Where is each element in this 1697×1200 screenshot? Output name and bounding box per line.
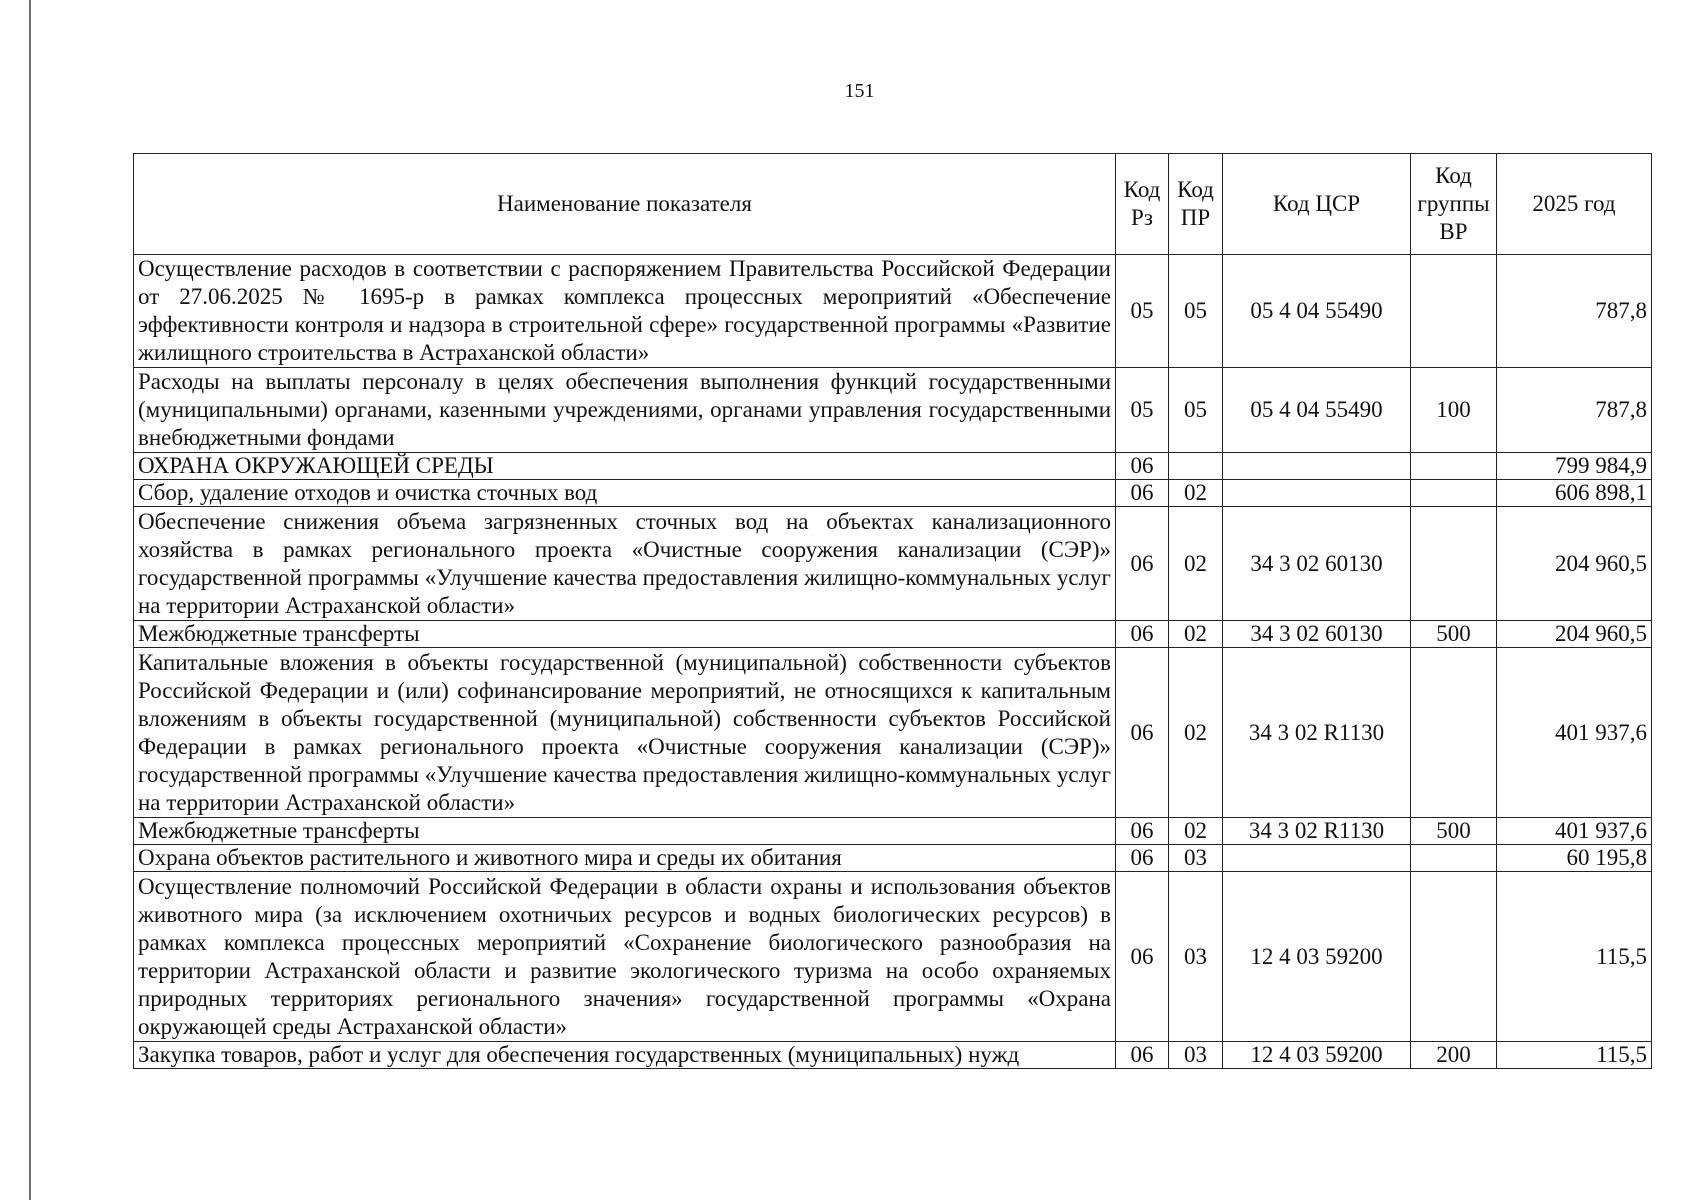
row-vr	[1411, 480, 1497, 507]
table-header-row	[134, 154, 1652, 255]
row-csr: 34 3 02 60130	[1223, 621, 1411, 648]
budget-table	[133, 153, 1652, 1069]
table-row	[134, 621, 1652, 648]
row-pr: 02	[1169, 818, 1223, 845]
row-rz: 06	[1116, 621, 1169, 648]
row-vr: 200	[1411, 1042, 1497, 1069]
row-vr: 500	[1411, 818, 1497, 845]
row-amount: 204 960,5	[1497, 621, 1652, 648]
table-row	[134, 818, 1652, 845]
row-pr: 02	[1169, 480, 1223, 507]
table-row	[134, 453, 1652, 480]
row-rz: 06	[1116, 507, 1169, 621]
row-vr	[1411, 507, 1497, 621]
row-amount: 204 960,5	[1497, 507, 1652, 621]
row-vr	[1411, 648, 1497, 818]
header-pr: Код ПР	[1169, 154, 1223, 255]
table-row	[134, 648, 1652, 818]
row-rz: 06	[1116, 872, 1169, 1042]
row-pr: 05	[1169, 368, 1223, 453]
row-amount: 115,5	[1497, 872, 1652, 1042]
row-name: Охрана объектов растительного и животного мира и среды их обитания	[134, 845, 1116, 872]
row-amount: 787,8	[1497, 368, 1652, 453]
row-pr: 03	[1169, 845, 1223, 872]
row-pr: 02	[1169, 648, 1223, 818]
binding-margin-line	[29, 0, 31, 1200]
page-number: 151	[844, 80, 875, 102]
row-amount: 401 937,6	[1497, 648, 1652, 818]
row-rz: 05	[1116, 255, 1169, 368]
row-rz: 06	[1116, 1042, 1169, 1069]
row-csr: 34 3 02 R1130	[1223, 818, 1411, 845]
row-name: Сбор, удаление отходов и очистка сточных вод	[134, 480, 1116, 507]
row-amount: 401 937,6	[1497, 818, 1652, 845]
row-csr	[1223, 845, 1411, 872]
row-name: Осуществление расходов в соответствии с распоряжением Правительства Российской Федерации от 27.06.2025 № 1695-р в рамках комплекса процессных мероприятий «Обеспечение эффективности контроля и надзора в строительной сфере» государственной программы «Развитие жилищного строительства в Астраханской области»	[134, 255, 1116, 368]
table-row	[134, 368, 1652, 453]
row-amount: 60 195,8	[1497, 845, 1652, 872]
row-amount: 606 898,1	[1497, 480, 1652, 507]
header-name: Наименование показателя	[134, 154, 1116, 255]
row-csr	[1223, 480, 1411, 507]
row-name: Обеспечение снижения объема загрязненных сточных вод на объектах канализационного хозяйства в рамках регионального проекта «Очистные сооружения канализации (СЭР)» государственной программы «Улучшение качества предоставления жилищно-коммунальных услуг на территории Астраханской области»	[134, 507, 1116, 621]
row-vr: 100	[1411, 368, 1497, 453]
row-amount: 799 984,9	[1497, 453, 1652, 480]
row-csr: 34 3 02 R1130	[1223, 648, 1411, 818]
table-row	[134, 507, 1652, 621]
row-csr: 05 4 04 55490	[1223, 255, 1411, 368]
row-rz: 05	[1116, 368, 1169, 453]
row-pr: 03	[1169, 1042, 1223, 1069]
row-csr: 12 4 03 59200	[1223, 872, 1411, 1042]
table-row	[134, 845, 1652, 872]
row-amount: 787,8	[1497, 255, 1652, 368]
row-vr	[1411, 453, 1497, 480]
row-rz: 06	[1116, 480, 1169, 507]
row-pr: 02	[1169, 507, 1223, 621]
table-row	[134, 480, 1652, 507]
row-vr	[1411, 872, 1497, 1042]
row-pr: 02	[1169, 621, 1223, 648]
row-rz: 06	[1116, 845, 1169, 872]
table-row	[134, 872, 1652, 1042]
row-csr	[1223, 453, 1411, 480]
row-name: Капитальные вложения в объекты государственной (муниципальной) собственности субъектов Российской Федерации и (или) софинансирование мероприятий, не относящихся к капитальным вложениям в объекты государственной (муниципальной) собственности субъектов Российской Федерации в рамках регионального проекта «Очистные сооружения канализации (СЭР)» государственной программы «Улучшение качества предоставления жилищно-коммунальных услуг на территории Астраханской области»	[134, 648, 1116, 818]
row-rz: 06	[1116, 818, 1169, 845]
row-pr	[1169, 453, 1223, 480]
table-row	[134, 1042, 1652, 1069]
row-name: Осуществление полномочий Российской Федерации в области охраны и использования объектов животного мира (за исключением охотничьих ресурсов и водных биологических ресурсов) в рамках комплекса процессных мероприятий «Сохранение биологического разнообразия на территории Астраханской области и развитие экологического туризма на особо охраняемых природных территориях регионального значения» государственной программы «Охрана окружающей среды Астраханской области»	[134, 872, 1116, 1042]
row-amount: 115,5	[1497, 1042, 1652, 1069]
row-name: Межбюджетные трансферты	[134, 621, 1116, 648]
row-rz: 06	[1116, 648, 1169, 818]
row-vr	[1411, 255, 1497, 368]
row-csr: 05 4 04 55490	[1223, 368, 1411, 453]
row-pr: 05	[1169, 255, 1223, 368]
row-csr: 34 3 02 60130	[1223, 507, 1411, 621]
header-year: 2025 год	[1497, 154, 1652, 255]
table-row	[134, 255, 1652, 368]
row-name: Межбюджетные трансферты	[134, 818, 1116, 845]
header-rz: Код Рз	[1116, 154, 1169, 255]
row-name: Расходы на выплаты персоналу в целях обеспечения выполнения функций государственными (муниципальными) органами, казенными учреждениями, органами управления государственными внебюджетными фондами	[134, 368, 1116, 453]
row-name: Закупка товаров, работ и услуг для обеспечения государственных (муниципальных) нужд	[134, 1042, 1116, 1069]
row-vr: 500	[1411, 621, 1497, 648]
header-vr: Код группы ВР	[1411, 154, 1497, 255]
row-name: ОХРАНА ОКРУЖАЮЩЕЙ СРЕДЫ	[134, 453, 1116, 480]
row-pr: 03	[1169, 872, 1223, 1042]
row-vr	[1411, 845, 1497, 872]
row-csr: 12 4 03 59200	[1223, 1042, 1411, 1069]
header-csr: Код ЦСР	[1223, 154, 1411, 255]
row-rz: 06	[1116, 453, 1169, 480]
